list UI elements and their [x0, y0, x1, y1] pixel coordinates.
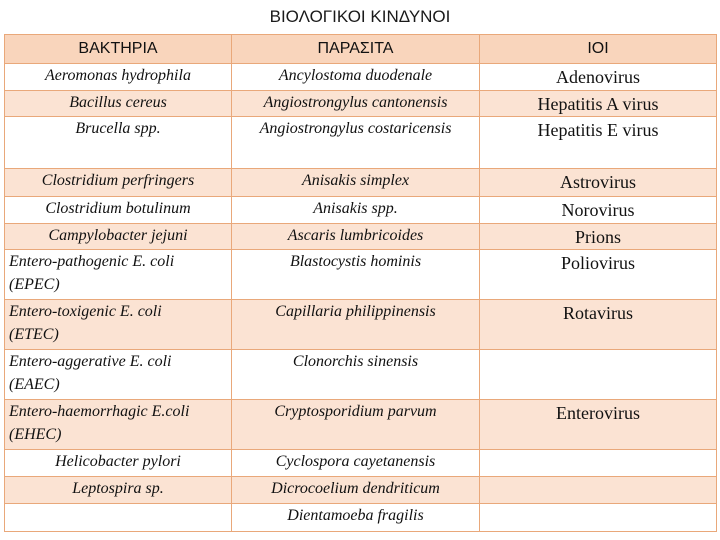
table-row: [5, 350, 717, 400]
parasite-cell: Anisakis spp.: [232, 197, 480, 224]
bacteria-name-line: Helicobacter pylori: [55, 453, 181, 470]
header-bacteria: ΒΑΚΤΗΡΙΑ: [5, 35, 232, 64]
table-row: [5, 117, 717, 169]
table-row: [5, 477, 717, 504]
virus-cell: Poliovirus: [480, 250, 717, 300]
parasite-cell: Cryptosporidium parvum: [232, 400, 480, 450]
virus-cell: Prions: [480, 224, 717, 250]
virus-cell: Norovirus: [480, 197, 717, 224]
bacteria-cell: [5, 117, 232, 169]
bacteria-name-line: (EAEC): [9, 376, 60, 393]
bacteria-cell: [5, 477, 232, 504]
bacteria-name-line: Entero-toxigenic E. coli: [9, 303, 162, 320]
bacteria-name-line: Leptospira sp.: [72, 480, 164, 497]
bacteria-name-line: Campylobacter jejuni: [48, 227, 188, 244]
parasite-cell: Cyclospora cayetanensis: [232, 450, 480, 477]
bacteria-name-line: Bacillus cereus: [69, 94, 167, 111]
parasite-cell: Clonorchis sinensis: [232, 350, 480, 400]
bacteria-name-line: (EPEC): [9, 276, 60, 293]
parasite-cell: Dicrocoelium dendriticum: [232, 477, 480, 504]
virus-cell: Hepatitis A virus: [480, 91, 717, 117]
table-row: [5, 224, 717, 250]
biological-hazards-table: [4, 34, 717, 532]
table-row: [5, 400, 717, 450]
virus-cell: [480, 450, 717, 477]
table-row: [5, 91, 717, 117]
bacteria-cell: [5, 504, 232, 532]
bacteria-cell: [5, 169, 232, 197]
bacteria-cell: [5, 224, 232, 250]
bacteria-cell: [5, 91, 232, 117]
bacteria-name-line: Entero-pathogenic E. coli: [9, 253, 175, 270]
virus-cell: Hepatitis E virus: [480, 117, 717, 169]
bacteria-cell: [5, 250, 232, 300]
bacteria-cell: [5, 400, 232, 450]
virus-cell: Enterovirus: [480, 400, 717, 450]
parasite-cell: Anisakis simplex: [232, 169, 480, 197]
virus-cell: [480, 477, 717, 504]
bacteria-name-line: (ETEC): [9, 326, 59, 343]
table-row: [5, 64, 717, 91]
parasite-cell: Ancylostoma duodenale: [232, 64, 480, 91]
header-parasites: ΠΑΡΑΣΙΤΑ: [232, 35, 480, 64]
bacteria-cell: [5, 300, 232, 350]
bacteria-cell: [5, 197, 232, 224]
table-row: [5, 250, 717, 300]
bacteria-name-line: Entero-aggerative E. coli: [9, 353, 172, 370]
bacteria-name-line: Aeromonas hydrophila: [45, 67, 191, 84]
virus-cell: Rotavirus: [480, 300, 717, 350]
table-row: [5, 197, 717, 224]
bacteria-cell: [5, 64, 232, 91]
header-row: [5, 35, 717, 64]
bacteria-name-line: Entero-haemorrhagic E.coli: [9, 403, 190, 420]
bacteria-name-line: Clostridium botulinum: [45, 200, 191, 217]
bacteria-name-line: Brucella spp.: [75, 120, 161, 137]
parasite-cell: Angiostrongylus costaricensis: [232, 117, 480, 169]
bacteria-cell: [5, 450, 232, 477]
virus-cell: [480, 350, 717, 400]
parasite-cell: Ascaris lumbricoides: [232, 224, 480, 250]
page-title: ΒΙΟΛΟΓΙΚΟΙ ΚΙΝΔΥΝΟΙ: [269, 7, 451, 26]
table-body: [5, 64, 717, 532]
virus-cell: [480, 504, 717, 532]
virus-cell: Adenovirus: [480, 64, 717, 91]
parasite-cell: Blastocystis hominis: [232, 250, 480, 300]
bacteria-cell: [5, 350, 232, 400]
parasite-cell: Angiostrongylus cantonensis: [232, 91, 480, 117]
virus-cell: Astrovirus: [480, 169, 717, 197]
table-row: [5, 504, 717, 532]
parasite-cell: Capillaria philippinensis: [232, 300, 480, 350]
bacteria-name-line: Clostridium perfringers: [41, 172, 195, 189]
bacteria-name-line: (EHEC): [9, 426, 62, 443]
table-row: [5, 300, 717, 350]
table-row: [5, 169, 717, 197]
header-viruses: ΙΟΙ: [480, 35, 717, 64]
table-row: [5, 450, 717, 477]
parasite-cell: Dientamoeba fragilis: [232, 504, 480, 532]
